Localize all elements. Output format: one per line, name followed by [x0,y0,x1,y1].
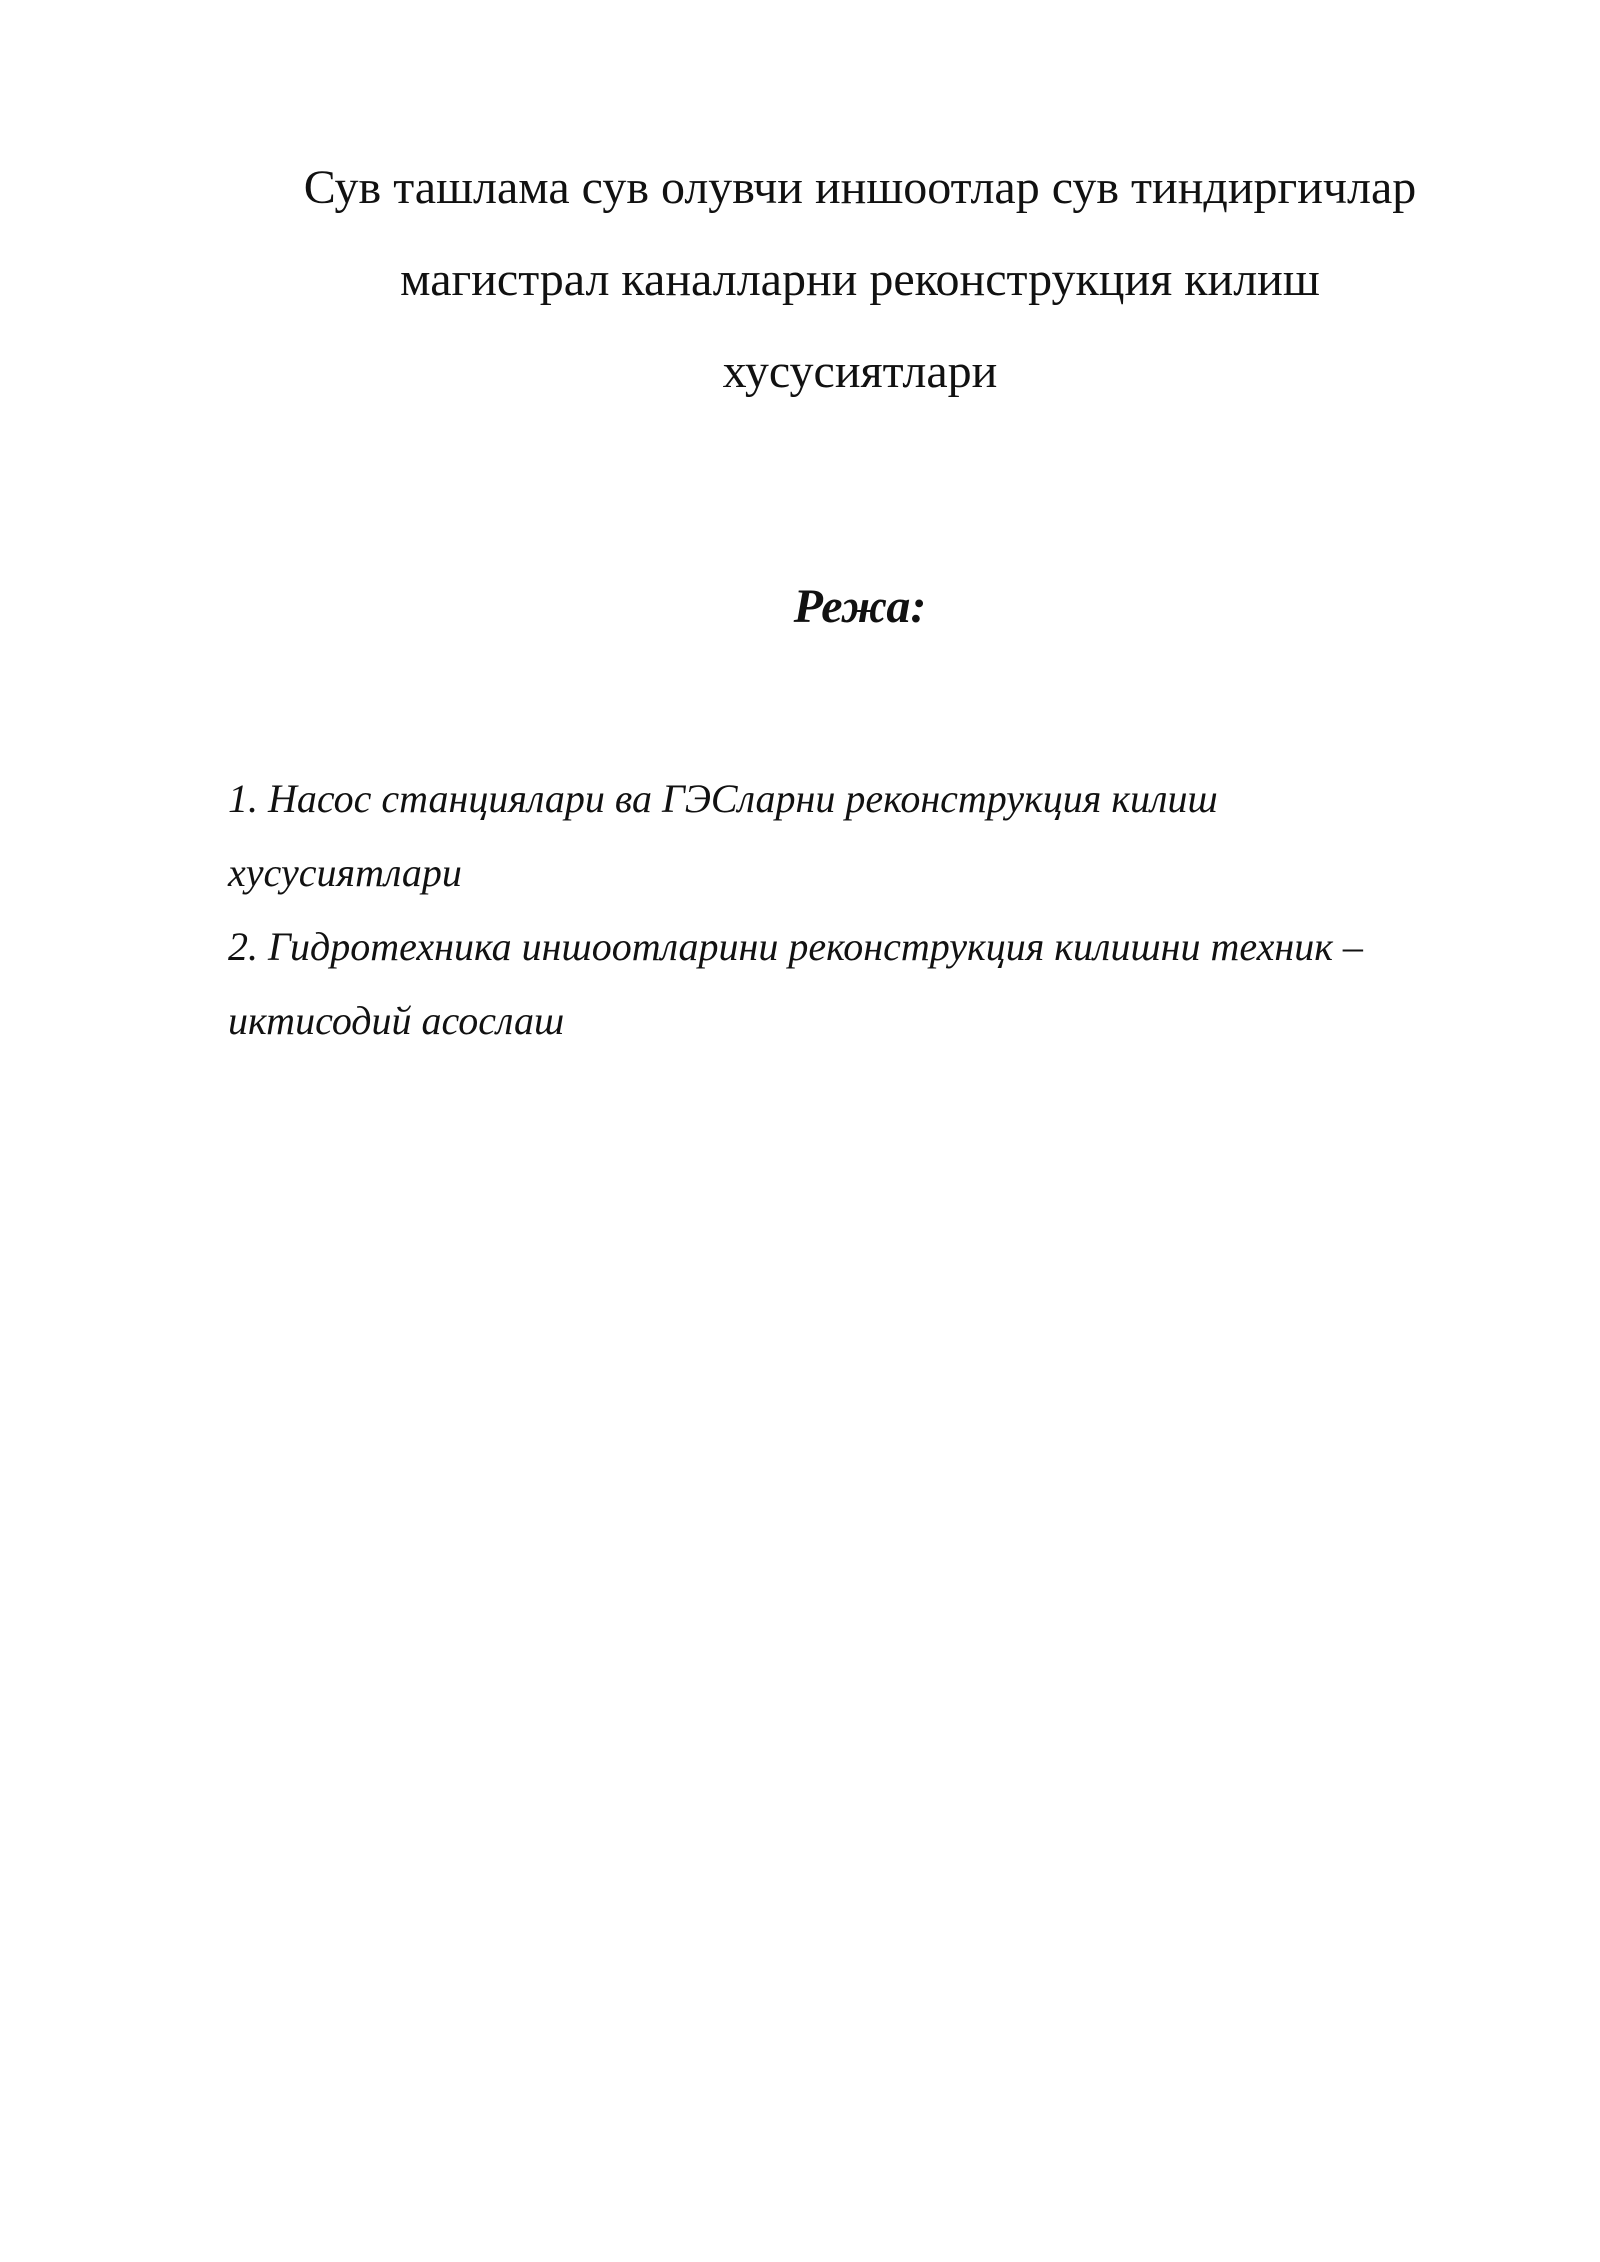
plan-item-1-line-1 [228,762,1528,836]
plan-item-1-text-2: хусусиятлари [228,850,462,895]
plan-item-2-text-1: Гидротехника иншоотларини реконструкция килишни техник – [268,924,1363,969]
plan-item-2-line-2 [228,984,1528,1058]
plan-item-1-number: 1. [228,776,258,821]
title-line-2: магистрал каналларни реконструкция килиш [400,253,1320,306]
document-title [200,142,1520,418]
plan-item-1-line-2 [228,836,1528,910]
plan-item-2-number: 2. [228,924,258,969]
plan-item-2-line-1 [228,910,1528,984]
plan-list [228,762,1528,1058]
title-line-3: хусусиятлари [722,345,998,398]
title-line-1: Сув ташлама сув олувчи иншоотлар сув тиндиргичлар [303,161,1417,214]
plan-item-2-text-2: иктисодий асослаш [228,998,565,1043]
plan-item-1-text-1: Насос станциялари ва ГЭСларни реконструкция килиш [268,776,1218,821]
plan-item-2 [228,910,1528,1058]
plan-item-1 [228,762,1528,910]
plan-heading: Режа: [793,580,927,633]
